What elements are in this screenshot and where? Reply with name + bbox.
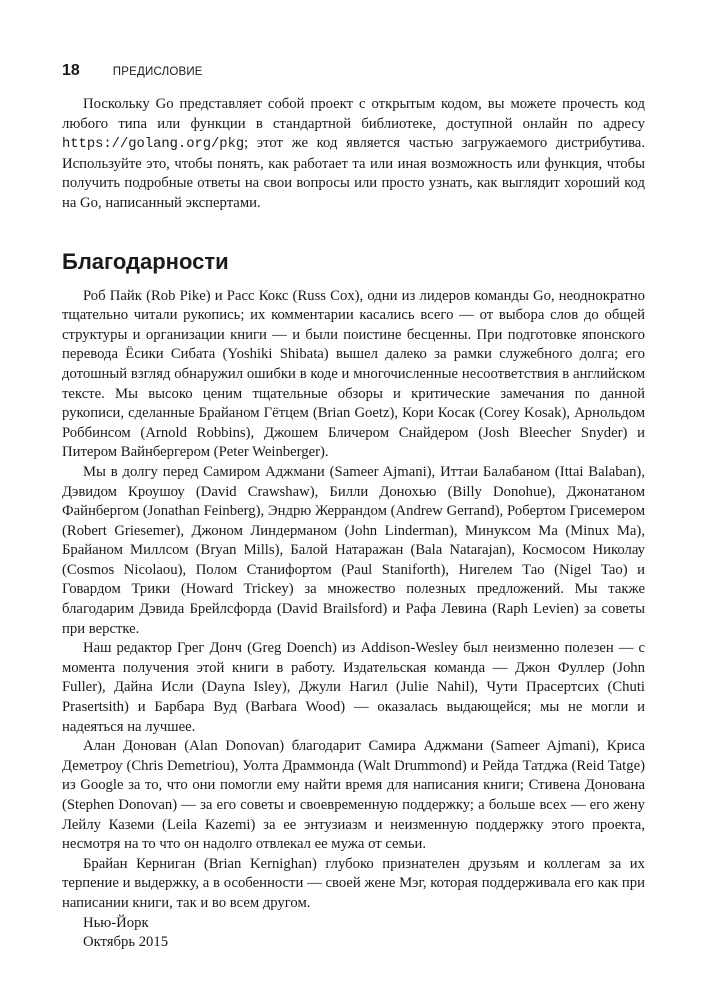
acknowledgement-paragraph: Роб Пайк (Rob Pike) и Расс Кокс (Russ Cox), одни из лидеров команды Go, неоднократно тщательно читали рукопись; их комментарии касались всего — от выбора слов до общей структуры и организации книги — и были поистине бесценны. При подготовке японского перевода Ёсики Сибата (Yoshiki Shibata) вышел далеко за рамки служебного долга; его дотошный взгляд обнаружил ошибки в коде и многочисленные несоответствия в английском тексте. Мы высоко ценим тщательные обзоры и критические замечания по данной рукописи, сделанные Брайаном Гётцем (Brian Goetz), Кори Косак (Corey Kosak), Арнольдом Роббинсом (Arnold Robbins), Джошем Бличером Снайдером (Josh Bleecher Snyder) и Питером Вайнбергером (Peter Weinberger). [62, 287, 645, 461]
acknowledgement-paragraph: Брайан Керниган (Brian Kernighan) глубоко признателен друзьям и коллегам за их терпение и выдержку, а в особенности — своей жене Мэг, которая поддерживала его как при написании книги, так и во всем другом. [62, 855, 645, 911]
section-heading: Благодарности [62, 248, 229, 274]
signoff-date: Октябрь 2015 [83, 934, 169, 951]
running-head-title: ПРЕДИСЛОВИЕ [112, 66, 203, 78]
intro-paragraph [62, 95, 645, 214]
page-number: 18 [62, 62, 80, 79]
library-url: https://golang.org/pkg [62, 137, 245, 153]
intro-text-start: Поскольку Go представляет собой проект с открытым кодом, вы можете прочесть код любого типа или функции в стандартной библиотеке, доступной онлайн по адресу [62, 96, 645, 132]
page-body [62, 95, 645, 953]
running-head [62, 62, 203, 80]
acknowledgement-paragraph: Наш редактор Грег Донч (Greg Doench) из Addison-Wesley был неизменно полезен — с момента получения этой книги в работу. Издательская команда — Джон Фуллер (John Fuller), Дайна Исли (Dayna Isley), Джули Нагил (Julie Nahil), Чути Прасертсих (Chuti Prasertsith) и Барбара Вуд (Barbara Wood) — оказалась выдающейся; мы не могли и надеяться на лучшее. [62, 640, 645, 735]
acknowledgement-paragraph: Мы в долгу перед Самиром Аджмани (Sameer Ajmani), Иттаи Балабаном (Ittai Balaban), Дэвидом Кроушоу (David Crawshaw), Билли Донохью (Billy Donohue), Джонатаном Файнбергом (Jonathan Feinberg), Эндрю Жеррандом (Andrew Gerrand), Робертом Грисемером (Robert Griesemer), Джоном Линдерманом (John Linderman), Минуксом Ма (Minux Ma), Брайаном Миллсом (Bryan Mills), Балой Натаражан (Bala Natarajan), Космосом Николау (Cosmos Nicolaou), Полом Станифортом (Paul Staniforth), Нигелем Тао (Nigel Tao) и Говардом Трики (Howard Trickey) за множество полезных предложений. Мы также благодарим Дэвида Брейлсфорда (David Brailsford) и Рафа Левина (Raph Levien) за советы при верстке. [62, 463, 645, 637]
acknowledgement-paragraph: Алан Донован (Alan Donovan) благодарит Самира Аджмани (Sameer Ajmani), Криса Деметроу (Chris Demetriou), Уолта Драммонда (Walt Drummond) и Рейда Татджа (Reid Tatge) из Google за то, что они помогли ему найти время для написания книги; Стивена Донована (Stephen Donovan) — за его советы и своевременную поддержку; а больше всех — его жену Лейлу Каземи (Leila Kazemi) за ее энтузиазм и неизменную поддержку этого проекта, несмотря на то что он надолго отвлекал ее мужа от семьи. [62, 738, 645, 853]
signoff-place: Нью-Йорк [83, 914, 149, 931]
intro-text-end: ; этот же код является частью загружаемого дистрибутива. Используйте это, чтобы понять, как работает та или иная возможность или функция, чтобы получить подробные ответы на свои вопросы или просто узнать, как выглядит хороший код на Go, написанный экспертами. [62, 135, 645, 211]
